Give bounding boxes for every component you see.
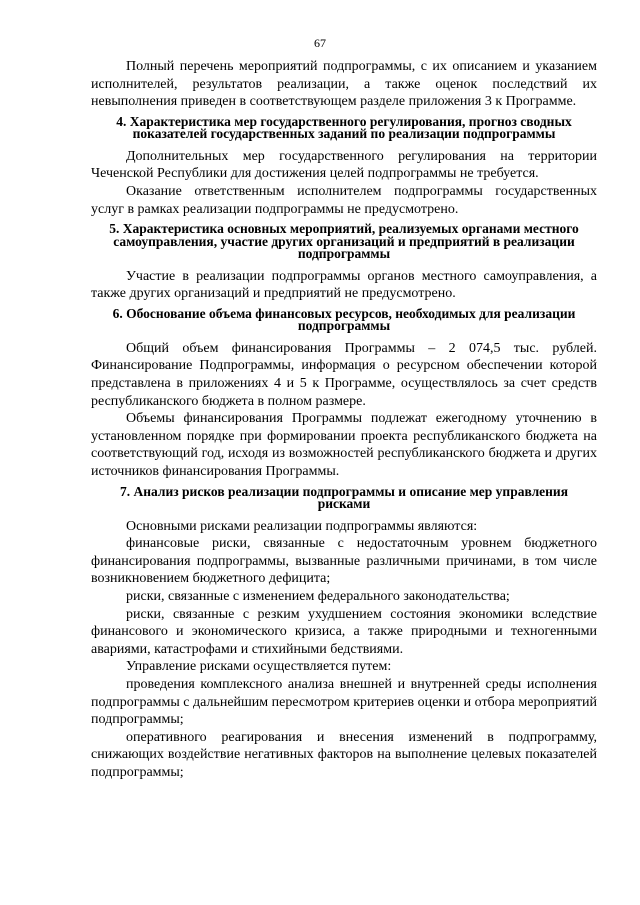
spacer [91,261,597,268]
paragraph: оперативного реагирования и внесения изменений в подпрограмму, снижающих воздействие негативных факторов на выполнение целевых показателей подпрограммы; [91,729,597,780]
paragraph: Участие в реализации подпрограммы органов местного самоуправления, а также других организаций и предприятий не предусмотрено. [91,268,597,302]
paragraph: Объемы финансирования Программы подлежат ежегодному уточнению в установленном порядке при формировании проекта республиканского бюджета на соответствующий год, исходя из возможностей республиканского бюджета и других источников финансирования Программы. [91,411,597,479]
paragraph: Оказание ответственным исполнителем подпрограммы государственных услуг в рамках реализации подпрограммы не предусмотрено. [91,183,597,217]
paragraph: Основными рисками реализации подпрограммы являются: [126,518,478,534]
paragraph: Полный перечень мероприятий подпрограммы, с их описанием и указанием исполнителей, результатов реализации, а также оценок последствий их невыполнения приведен в соответствующем разделе приложения 3 к Программе. [91,59,597,110]
paragraph: риски, связанные с резким ухудшением состояния экономики вследствие финансового и экономического кризиса, а также природными и техногенными авариями, катастрофами и стихийными бедствиями. [91,606,597,657]
spacer [91,333,597,340]
page-number: 67 [314,36,326,50]
paragraph: финансовые риски, связанные с недостаточным уровнем бюджетного финансирования подпрограммы, вызванные различными причинами, в том числе возникновением бюджетного дефицита; [91,536,597,587]
paragraph: Дополнительных мер государственного регулирования на территории Чеченской Республики для достижения целей подпрограммы не требуется. [91,148,597,182]
spacer [91,141,597,148]
section-heading: 4. Характеристика мер государственного регулирования, прогноз сводных показателей государственных заданий по реализации подпрограммы [116,113,572,142]
paragraph: риски, связанные с изменением федерального законодательства; [126,588,510,604]
section-heading: 7. Анализ рисков реализации подпрограммы и описание мер управления рисками [120,483,568,512]
paragraph: Общий объем финансирования Программы – 2 074,5 тыс. рублей. Финансирование Подпрограммы, информация о ресурсном обеспечении которой представлена в приложениях 4 и 5 к Программе, осуществлялось за счет средств республиканского бюджета в полном размере. [91,340,597,409]
section-heading: 5. Характеристика основных мероприятий, реализуемых органами местного самоуправления, участие других организаций и предприятий в реализации подпрограммы [109,221,579,262]
paragraph: проведения комплексного анализа внешней и внутренней среды исполнения подпрограммы с дальнейшим пересмотром критериев оценки и отбора мероприятий подпрограммы; [91,676,597,728]
document-body [91,58,597,782]
paragraph: Управление рисками осуществляется путем: [126,659,392,675]
section-heading: 6. Обоснование объема финансовых ресурсов, необходимых для реализации подпрограммы [112,305,576,334]
spacer [91,511,597,518]
